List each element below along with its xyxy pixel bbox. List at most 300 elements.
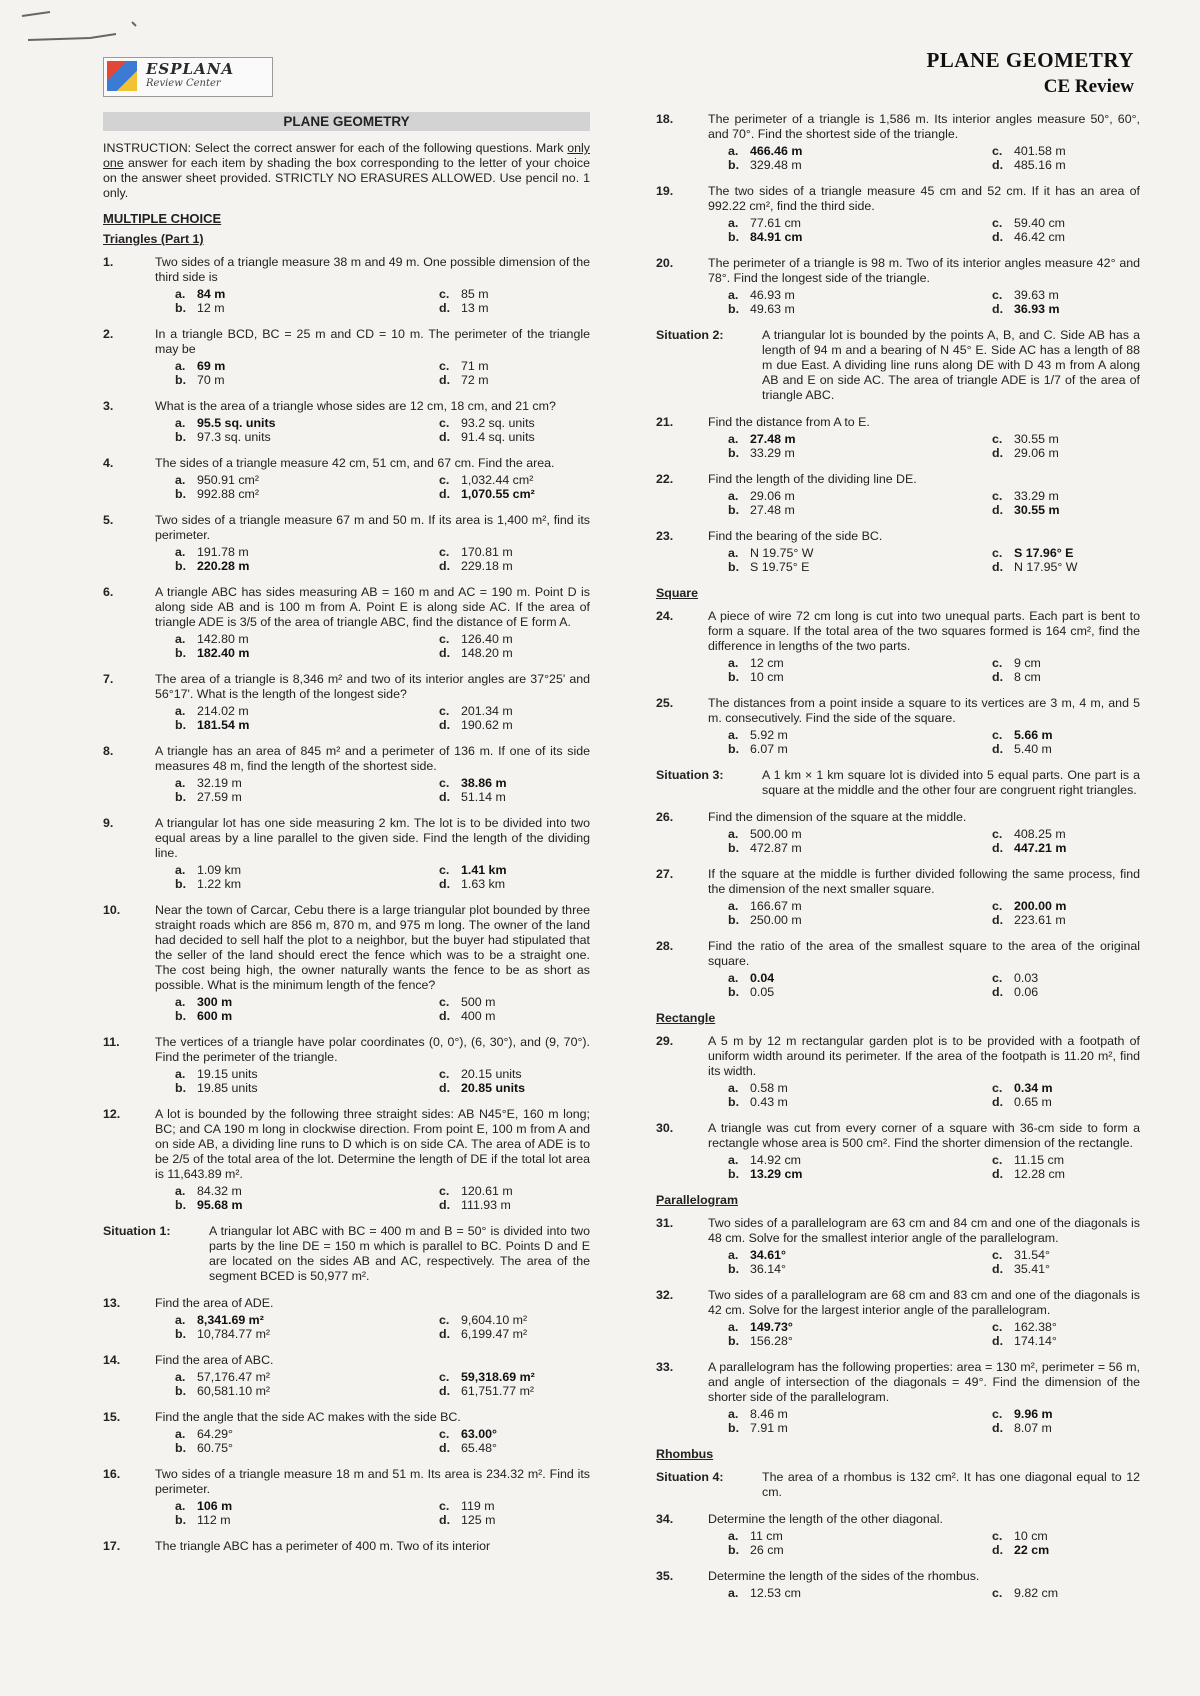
choice-d: 65.48° [461, 1441, 497, 1455]
choice-b: 10,784.77 m² [197, 1327, 271, 1341]
choice-d: 447.21 m [1014, 841, 1067, 855]
situation-label: Situation 1: [103, 1224, 171, 1238]
question [656, 1034, 1140, 1109]
question-text: A parallelogram has the following properties: area = 130 m², perimeter = 56 m, and angle of intersection of the diagonals = 49°. Find the dimension of the shorter side of the parallelogram. [708, 1360, 1140, 1404]
question-number: 10. [103, 903, 121, 917]
heading-multiple-choice: MULTIPLE CHOICE [103, 211, 222, 226]
choice-letter: d. [992, 1334, 1004, 1348]
choice-letter: c. [992, 288, 1003, 302]
choice-letter: b. [728, 913, 740, 927]
choice-c: 162.38° [1014, 1320, 1057, 1334]
title-main: PLANE GEOMETRY [926, 48, 1134, 72]
choice-c: 1,032.44 cm² [461, 473, 534, 487]
choice-letter: c. [439, 776, 450, 790]
choice-b: 181.54 m [197, 718, 250, 732]
question-text: The distances from a point inside a square to its vertices are 3 m, 4 m, and 5 m. consecutively. Find the side of the square. [708, 696, 1140, 725]
choice-d: 1,070.55 cm² [461, 487, 535, 501]
answer-choices [175, 863, 590, 891]
question-number: 11. [103, 1035, 120, 1049]
choice-letter: b. [175, 1513, 187, 1527]
choice-letter: c. [992, 216, 1003, 230]
choice-letter: c. [439, 545, 450, 559]
choice-letter: a. [728, 1529, 739, 1543]
choice-a: 149.73° [750, 1320, 793, 1334]
answer-choices [728, 144, 1140, 172]
question-text: Determine the length of the sides of the rhombus. [708, 1569, 980, 1583]
question-text: Find the bearing of the side BC. [708, 529, 883, 543]
choice-letter: d. [992, 446, 1004, 460]
choice-c: 71 m [461, 359, 489, 373]
choice-a: 27.48 m [750, 432, 796, 446]
choice-letter: d. [439, 1327, 451, 1341]
choice-a: 29.06 m [750, 489, 795, 503]
answer-choices [728, 827, 1140, 855]
choice-c: 9,604.10 m² [461, 1313, 528, 1327]
choice-letter: a. [728, 1248, 739, 1262]
choice-letter: c. [992, 1529, 1003, 1543]
choice-letter: d. [992, 985, 1004, 999]
question-number: 32. [656, 1288, 674, 1302]
question-text: The vertices of a triangle have polar coordinates (0, 0°), (6, 30°), and (9, 70°). Find the perimeter of the triangle. [155, 1035, 590, 1064]
choice-a: 34.61° [750, 1248, 786, 1262]
question [656, 1288, 1140, 1348]
choice-letter: d. [439, 1009, 451, 1023]
choice-a: 57,176.47 m² [197, 1370, 271, 1384]
choice-b: 36.14° [750, 1262, 786, 1276]
choice-letter: d. [439, 877, 451, 891]
choice-c: 408.25 m [1014, 827, 1066, 841]
choice-a: 106 m [197, 1499, 233, 1513]
question-text: Two sides of a triangle measure 18 m and 51 m. Its area is 234.32 m². Find its perimeter. [155, 1467, 590, 1496]
choice-b: 6.07 m [750, 742, 788, 756]
choice-letter: d. [439, 1384, 451, 1398]
choice-b: S 19.75° E [750, 560, 810, 574]
choice-letter: c. [439, 1370, 450, 1384]
choice-letter: b. [728, 1095, 740, 1109]
question [103, 456, 590, 501]
choice-d: 61,751.77 m² [461, 1384, 535, 1398]
answer-choices [728, 216, 1140, 244]
choice-letter: c. [439, 1427, 450, 1441]
choice-letter: c. [992, 1153, 1003, 1167]
question-text: Two sides of a parallelogram are 63 cm and 84 cm and one of the diagonals is 48 cm. Solve for the smallest interior angle of the parallelogram. [708, 1216, 1140, 1245]
question-number: 21. [656, 415, 674, 429]
choice-a: 12 cm [750, 656, 784, 670]
question-number: 33. [656, 1360, 674, 1374]
instruction-emphasis: only one [103, 141, 590, 170]
choice-b: 49.63 m [750, 302, 795, 316]
question-number: 12. [103, 1107, 121, 1121]
choice-d: 72 m [461, 373, 489, 387]
answer-choices [728, 1153, 1140, 1181]
choice-c: 120.61 m [461, 1184, 513, 1198]
choice-a: 8.46 m [750, 1407, 788, 1421]
choice-letter: a. [175, 1427, 186, 1441]
choice-d: 91.4 sq. units [461, 430, 535, 444]
choice-b: 112 m [197, 1513, 231, 1527]
answer-choices [175, 1427, 590, 1455]
question-number: 31. [656, 1216, 674, 1230]
choice-a: 95.5 sq. units [197, 416, 276, 430]
choice-letter: c. [439, 1067, 450, 1081]
choice-letter: b. [728, 158, 740, 172]
choice-letter: c. [439, 359, 450, 373]
question [656, 1569, 1140, 1600]
question-number: 23. [656, 529, 674, 543]
answer-choices [175, 632, 590, 660]
choice-c: 119 m [461, 1499, 495, 1513]
choice-letter: b. [728, 1543, 740, 1557]
instruction-part2: answer for each item by shading the box corresponding to the letter of your choice on the answer sheet provided. STRICTLY NO ERASURES ALLOWED. Use pencil no. 1 only. [103, 156, 590, 200]
choice-letter: b. [728, 503, 740, 517]
question [103, 255, 590, 315]
choice-d: N 17.95° W [1014, 560, 1078, 574]
choice-b: 27.48 m [750, 503, 795, 517]
choice-letter: d. [439, 1198, 451, 1212]
choice-letter: b. [728, 1334, 740, 1348]
question-text: In a triangle BCD, BC = 25 m and CD = 10 m. The perimeter of the triangle may be [155, 327, 590, 356]
question [656, 939, 1140, 999]
choice-letter: c. [439, 473, 450, 487]
choice-c: 20.15 units [461, 1067, 522, 1081]
question-text: A triangular lot has one side measuring 2 km. The lot is to be divided into two equal areas by a line parallel to the given side. Find the length of the dividing line. [155, 816, 590, 860]
choice-letter: d. [992, 1543, 1004, 1557]
title-sub: CE Review [1043, 76, 1134, 97]
choice-letter: c. [992, 432, 1003, 446]
choice-letter: a. [175, 1370, 186, 1384]
question-text: The two sides of a triangle measure 45 cm and 52 cm. If it has an area of 992.22 cm², find the third side. [708, 184, 1140, 213]
answer-choices [728, 288, 1140, 316]
choice-letter: a. [728, 216, 739, 230]
answer-choices [175, 416, 590, 444]
choice-letter: d. [992, 670, 1004, 684]
situation-label: Situation 3: [656, 768, 724, 782]
choice-letter: c. [439, 287, 450, 301]
choice-letter: c. [439, 416, 450, 430]
page-header [0, 0, 1200, 100]
choice-letter: d. [439, 430, 451, 444]
choice-letter: a. [728, 1153, 739, 1167]
choice-d: 13 m [461, 301, 489, 315]
choice-c: 201.34 m [461, 704, 513, 718]
answer-choices [175, 1370, 590, 1398]
choice-b: 26 cm [750, 1543, 784, 1557]
question-number: 26. [656, 810, 674, 824]
question-text: The perimeter of a triangle is 1,586 m. Its interior angles measure 50°, 60°, and 70°. Find the shortest side of the triangle. [708, 112, 1140, 141]
choice-letter: c. [992, 656, 1003, 670]
choice-b: 182.40 m [197, 646, 250, 660]
choice-d: 111.93 m [461, 1198, 511, 1212]
question-text: A triangle has an area of 845 m² and a perimeter of 136 m. If one of its side measures 48 m, find the length of the shortest side. [155, 744, 590, 773]
choice-c: 30.55 m [1014, 432, 1059, 446]
choice-a: 300 m [197, 995, 233, 1009]
heading-triangles: Triangles (Part 1) [103, 232, 204, 246]
choice-letter: a. [175, 863, 186, 877]
choice-letter: b. [728, 230, 740, 244]
situation-text: A triangular lot is bounded by the points A, B, and C. Side AB has a length of 94 m and a bearing of N 45° E. Side AC has a length of 88 m due East. A dividing line runs along DE with D 43 m from A along AB and E on side AC. The area of triangle ADE is 1/7 of the area of triangle ABC. [762, 328, 1140, 402]
choice-letter: c. [992, 1407, 1003, 1421]
question [656, 415, 1140, 460]
choice-letter: b. [175, 373, 187, 387]
question [103, 1539, 590, 1554]
choice-letter: b. [728, 560, 740, 574]
choice-b: 1.22 km [197, 877, 242, 891]
review-center-logo [103, 57, 273, 97]
question [656, 1512, 1140, 1557]
choice-letter: a. [175, 632, 186, 646]
question [103, 327, 590, 387]
choice-letter: c. [992, 728, 1003, 742]
answer-choices [175, 1499, 590, 1527]
question [656, 1121, 1140, 1181]
question-text: If the square at the middle is further divided following the same process, find the dimension of the next smaller square. [708, 867, 1140, 896]
question-number: 28. [656, 939, 674, 953]
choice-letter: c. [439, 1184, 450, 1198]
choice-letter: b. [175, 1327, 187, 1341]
choice-letter: a. [728, 1586, 739, 1600]
question-text: Find the ratio of the area of the smallest square to the area of the original square. [708, 939, 1140, 968]
choice-c: 33.29 m [1014, 489, 1059, 503]
choice-a: 84.32 m [197, 1184, 242, 1198]
choice-b: 27.59 m [197, 790, 242, 804]
choice-d: 29.06 m [1014, 446, 1059, 460]
choice-a: 166.67 m [750, 899, 802, 913]
choice-letter: d. [992, 1095, 1004, 1109]
choice-letter: d. [992, 503, 1004, 517]
choice-letter: b. [175, 559, 187, 573]
question-number: 3. [103, 399, 114, 413]
choice-letter: b. [175, 1081, 187, 1095]
choice-b: 329.48 m [750, 158, 802, 172]
choice-letter: b. [175, 1441, 187, 1455]
choice-letter: d. [992, 230, 1004, 244]
question-number: 14. [103, 1353, 121, 1367]
answer-choices [175, 473, 590, 501]
question [103, 1035, 590, 1095]
choice-d: 30.55 m [1014, 503, 1060, 517]
question [103, 1296, 590, 1341]
choice-d: 20.85 units [461, 1081, 526, 1095]
choice-letter: c. [992, 546, 1003, 560]
choice-letter: c. [992, 144, 1003, 158]
situation-block [103, 1224, 590, 1284]
choice-letter: d. [992, 158, 1004, 172]
choice-letter: a. [728, 546, 739, 560]
choice-letter: a. [175, 416, 186, 430]
choice-c: 9.82 cm [1014, 1586, 1059, 1600]
question-number: 30. [656, 1121, 674, 1135]
choice-b: 19.85 units [197, 1081, 258, 1095]
answer-choices [175, 1313, 590, 1341]
choice-letter: a. [175, 545, 186, 559]
choice-c: 38.86 m [461, 776, 507, 790]
choice-letter: b. [175, 1384, 187, 1398]
question-text: Find the distance from A to E. [708, 415, 870, 429]
choice-letter: a. [728, 827, 739, 841]
answer-choices [175, 1067, 590, 1095]
choice-b: 220.28 m [197, 559, 250, 573]
question-text: The sides of a triangle measure 42 cm, 51 cm, and 67 cm. Find the area. [155, 456, 555, 470]
left-column [103, 112, 590, 1566]
question-text: A 5 m by 12 m rectangular garden plot is to be provided with a footpath of uniform width around its perimeter. If the area of the footpath is 11.20 m², find its width. [708, 1034, 1140, 1078]
choice-c: 1.41 km [461, 863, 507, 877]
question-text: A piece of wire 72 cm long is cut into two unequal parts. Each part is bent to form a square. If the total area of the two squares formed is 164 cm², find the difference in lengths of the two parts. [708, 609, 1140, 653]
instruction-part1: INSTRUCTION: Select the correct answer for each of the following questions. Mark [103, 141, 568, 155]
choice-letter: a. [175, 1067, 186, 1081]
choice-letter: d. [992, 742, 1004, 756]
choice-a: 84 m [197, 287, 226, 301]
choice-a: 46.93 m [750, 288, 795, 302]
logo-name: ESPLANA [146, 60, 235, 78]
choice-d: 400 m [461, 1009, 496, 1023]
choice-letter: c. [992, 1320, 1003, 1334]
choice-letter: a. [728, 728, 739, 742]
question [656, 609, 1140, 684]
choice-letter: a. [175, 776, 186, 790]
choice-letter: d. [439, 1513, 451, 1527]
choice-letter: a. [175, 1499, 186, 1513]
choice-b: 84.91 cm [750, 230, 803, 244]
choice-letter: c. [992, 489, 1003, 503]
choice-d: 148.20 m [461, 646, 513, 660]
question-text: Find the angle that the side AC makes with the side BC. [155, 1410, 461, 1424]
choice-letter: a. [728, 1081, 739, 1095]
choice-a: N 19.75° W [750, 546, 814, 560]
choice-letter: c. [439, 632, 450, 646]
choice-a: 12.53 cm [750, 1586, 801, 1600]
choice-b: 97.3 sq. units [197, 430, 271, 444]
choice-letter: b. [175, 718, 187, 732]
choice-c: 59,318.69 m² [461, 1370, 535, 1384]
answer-choices [175, 1184, 590, 1212]
choice-letter: a. [728, 144, 739, 158]
choice-c: 39.63 m [1014, 288, 1059, 302]
question-text: What is the area of a triangle whose sides are 12 cm, 18 cm, and 21 cm? [155, 399, 556, 413]
situation-text: The area of a rhombus is 132 cm². It has one diagonal equal to 12 cm. [762, 1470, 1140, 1499]
choice-b: 60,581.10 m² [197, 1384, 271, 1398]
question-number: 29. [656, 1034, 674, 1048]
question-text: A lot is bounded by the following three straight sides: AB N45°E, 160 m long; BC; and CA 190 m long in clockwise direction. From point E, 100 m from A and on side AB, a dividing line runs to D which is on side CA. The area of ADE is to be 2/5 of the total area of the lot. Determine the length of DE if the total lot area is 11,643.89 m². [155, 1107, 590, 1181]
choice-a: 11 cm [750, 1529, 783, 1543]
pen-scribble-mark [20, 8, 140, 48]
answer-choices [728, 656, 1140, 684]
question-text: Find the dimension of the square at the middle. [708, 810, 967, 824]
choice-b: 472.87 m [750, 841, 802, 855]
choice-b: 7.91 m [750, 1421, 788, 1435]
situation-block [656, 328, 1140, 403]
choice-letter: b. [728, 670, 740, 684]
question-text: Find the length of the dividing line DE. [708, 472, 917, 486]
choice-b: 250.00 m [750, 913, 802, 927]
choice-c: 63.00° [461, 1427, 497, 1441]
choice-c: 126.40 m [461, 632, 513, 646]
question-text: A triangle ABC has sides measuring AB = 160 m and AC = 190 m. Point D is along side AB and is 100 m from A. Point E is along side AC. If the area of triangle ADE is 3/5 of the area of triangle ABC, find the distance of E form A. [155, 585, 590, 629]
choice-letter: a. [175, 1184, 186, 1198]
answer-choices [175, 776, 590, 804]
question-number: 22. [656, 472, 674, 486]
question [656, 529, 1140, 574]
choice-d: 6,199.47 m² [461, 1327, 528, 1341]
question-number: 15. [103, 1410, 121, 1424]
section-banner: PLANE GEOMETRY [103, 112, 590, 131]
question-text: Two sides of a parallelogram are 68 cm and 83 cm and one of the diagonals is 42 cm. Solve for the largest interior angle of the parallelogram. [708, 1288, 1140, 1317]
choice-a: 77.61 cm [750, 216, 801, 230]
question [103, 903, 590, 1023]
choice-b: 992.88 cm² [197, 487, 259, 501]
choice-letter: d. [439, 1081, 451, 1095]
choice-d: 12.28 cm [1014, 1167, 1065, 1181]
question-number: 4. [103, 456, 114, 470]
choice-letter: c. [439, 704, 450, 718]
choice-b: 0.05 [750, 985, 775, 999]
choice-letter: d. [439, 487, 451, 501]
question-number: 16. [103, 1467, 121, 1481]
choice-a: 14.92 cm [750, 1153, 801, 1167]
answer-choices [175, 359, 590, 387]
heading-rectangle: Rectangle [656, 1011, 716, 1025]
question [103, 744, 590, 804]
choice-letter: c. [439, 1313, 450, 1327]
choice-letter: a. [728, 656, 739, 670]
choice-d: 0.65 m [1014, 1095, 1052, 1109]
choice-letter: d. [992, 560, 1004, 574]
question-text: The perimeter of a triangle is 98 m. Two of its interior angles measure 42° and 78°. Find the longest side of the triangle. [708, 256, 1140, 285]
choice-d: 36.93 m [1014, 302, 1060, 316]
choice-letter: c. [992, 1586, 1003, 1600]
answer-choices [175, 995, 590, 1023]
answer-choices [728, 1248, 1140, 1276]
choice-letter: b. [728, 1167, 740, 1181]
answer-choices [175, 704, 590, 732]
choice-letter: d. [439, 718, 451, 732]
choice-d: 125 m [461, 1513, 496, 1527]
choice-letter: a. [175, 359, 186, 373]
choice-letter: c. [992, 1248, 1003, 1262]
cube-icon [107, 61, 137, 91]
question-number: 13. [103, 1296, 121, 1310]
choice-letter: d. [992, 1262, 1004, 1276]
choice-letter: b. [728, 985, 740, 999]
question [656, 810, 1140, 855]
choice-c: 500 m [461, 995, 496, 1009]
choice-letter: b. [728, 302, 740, 316]
choice-c: 5.66 m [1014, 728, 1053, 742]
choice-c: 9.96 m [1014, 1407, 1053, 1421]
choice-a: 19.15 units [197, 1067, 258, 1081]
choice-letter: a. [728, 1320, 739, 1334]
choice-letter: b. [175, 1009, 187, 1023]
answer-choices [175, 287, 590, 315]
question [656, 112, 1140, 172]
question [103, 399, 590, 444]
situation-block [656, 768, 1140, 798]
choice-d: 22 cm [1014, 1543, 1050, 1557]
question-number: 20. [656, 256, 674, 270]
choice-b: 600 m [197, 1009, 233, 1023]
choice-letter: b. [175, 301, 187, 315]
question-number: 9. [103, 816, 114, 830]
choice-d: 5.40 m [1014, 742, 1052, 756]
choice-d: 8.07 m [1014, 1421, 1052, 1435]
choice-letter: c. [992, 1081, 1003, 1095]
question [656, 184, 1140, 244]
choice-letter: c. [439, 1499, 450, 1513]
choice-a: 32.19 m [197, 776, 242, 790]
heading-parallelogram: Parallelogram [656, 1193, 738, 1207]
choice-b: 0.43 m [750, 1095, 788, 1109]
answer-choices [728, 546, 1140, 574]
choice-d: 485.16 m [1014, 158, 1066, 172]
